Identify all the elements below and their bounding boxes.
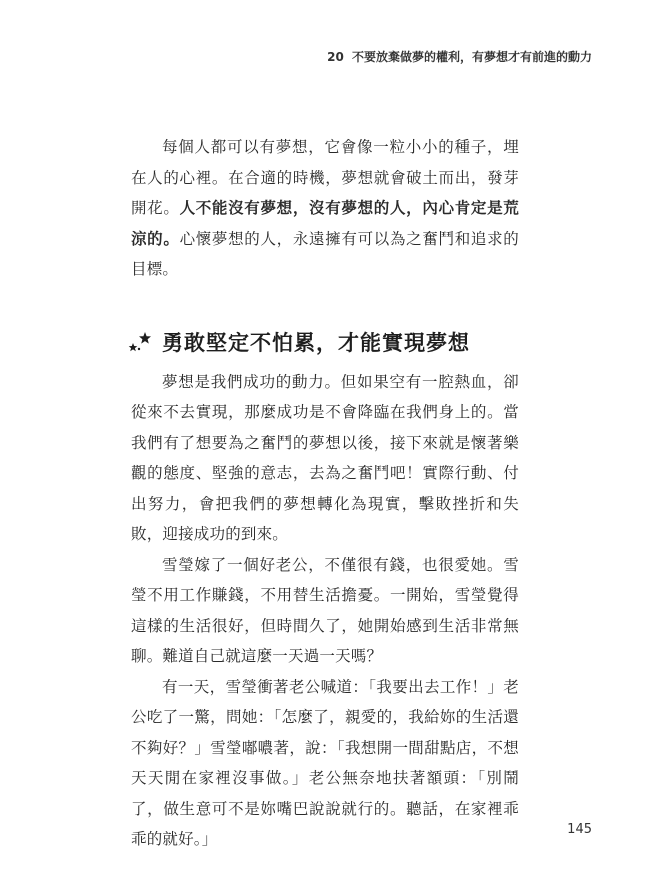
intro-text-1: 每個人都可以有夢想，它會像一粒小小的種子，埋在人的心裡。在合適的時機，夢想就會破土而出，發芽開花。 [131,138,519,217]
running-header [327,48,592,65]
body-paragraph-1: 夢想是我們成功的動力。但如果空有一腔熱血，卻從來不去實現，那麼成功是不會降臨在我們身上的。當我們有了想要為之奮鬥的夢想以後，接下來就是懷著樂觀的態度、堅強的意志，去為之奮鬥吧！實際行動、付出努力，會把我們的夢想轉化為現實，擊敗挫折和失敗，迎接成功的到來。 [131,372,519,543]
intro-bold-text: 人不能沒有夢想，沒有夢想的人，內心肯定是荒涼的。 [131,199,519,248]
intro-paragraph [131,132,519,285]
page-body [131,132,519,855]
intro-text-2: 心懷夢想的人，永遠擁有可以為之奮鬥和追求的目標。 [131,229,519,278]
body-paragraph-3: 有一天，雪瑩衝著老公喊道：「我要出去工作！」老公吃了一驚，問她：「怎麼了，親愛的，我給妳的生活還不夠好？」雪瑩嘟噥著，說：「我想開一間甜點店，不想天天閒在家裡沒事做。」老公無奈地扶著額頭：「別鬧了，做生意可不是妳嘴巴說說就行的。聽話，在家裡乖乖的就好。」 [131,677,519,848]
body-paragraph-2: 雪瑩嫁了一個好老公，不僅很有錢，也很愛她。雪瑩不用工作賺錢，不用替生活擔憂。一開始，雪瑩覺得這樣的生活很好，但時間久了，她開始感到生活非常無聊。難道自己就這麼一天過一天嗎？ [131,555,519,665]
chapter-title: 不要放棄做夢的權利，有夢想才有前進的動力 [351,50,592,64]
chapter-number: 20 [327,50,344,64]
page-number: 145 [567,822,592,837]
section-heading-text: 勇敢堅定不怕累，才能實現夢想 [162,330,470,355]
stars-icon [128,331,152,353]
section-heading [128,327,519,357]
